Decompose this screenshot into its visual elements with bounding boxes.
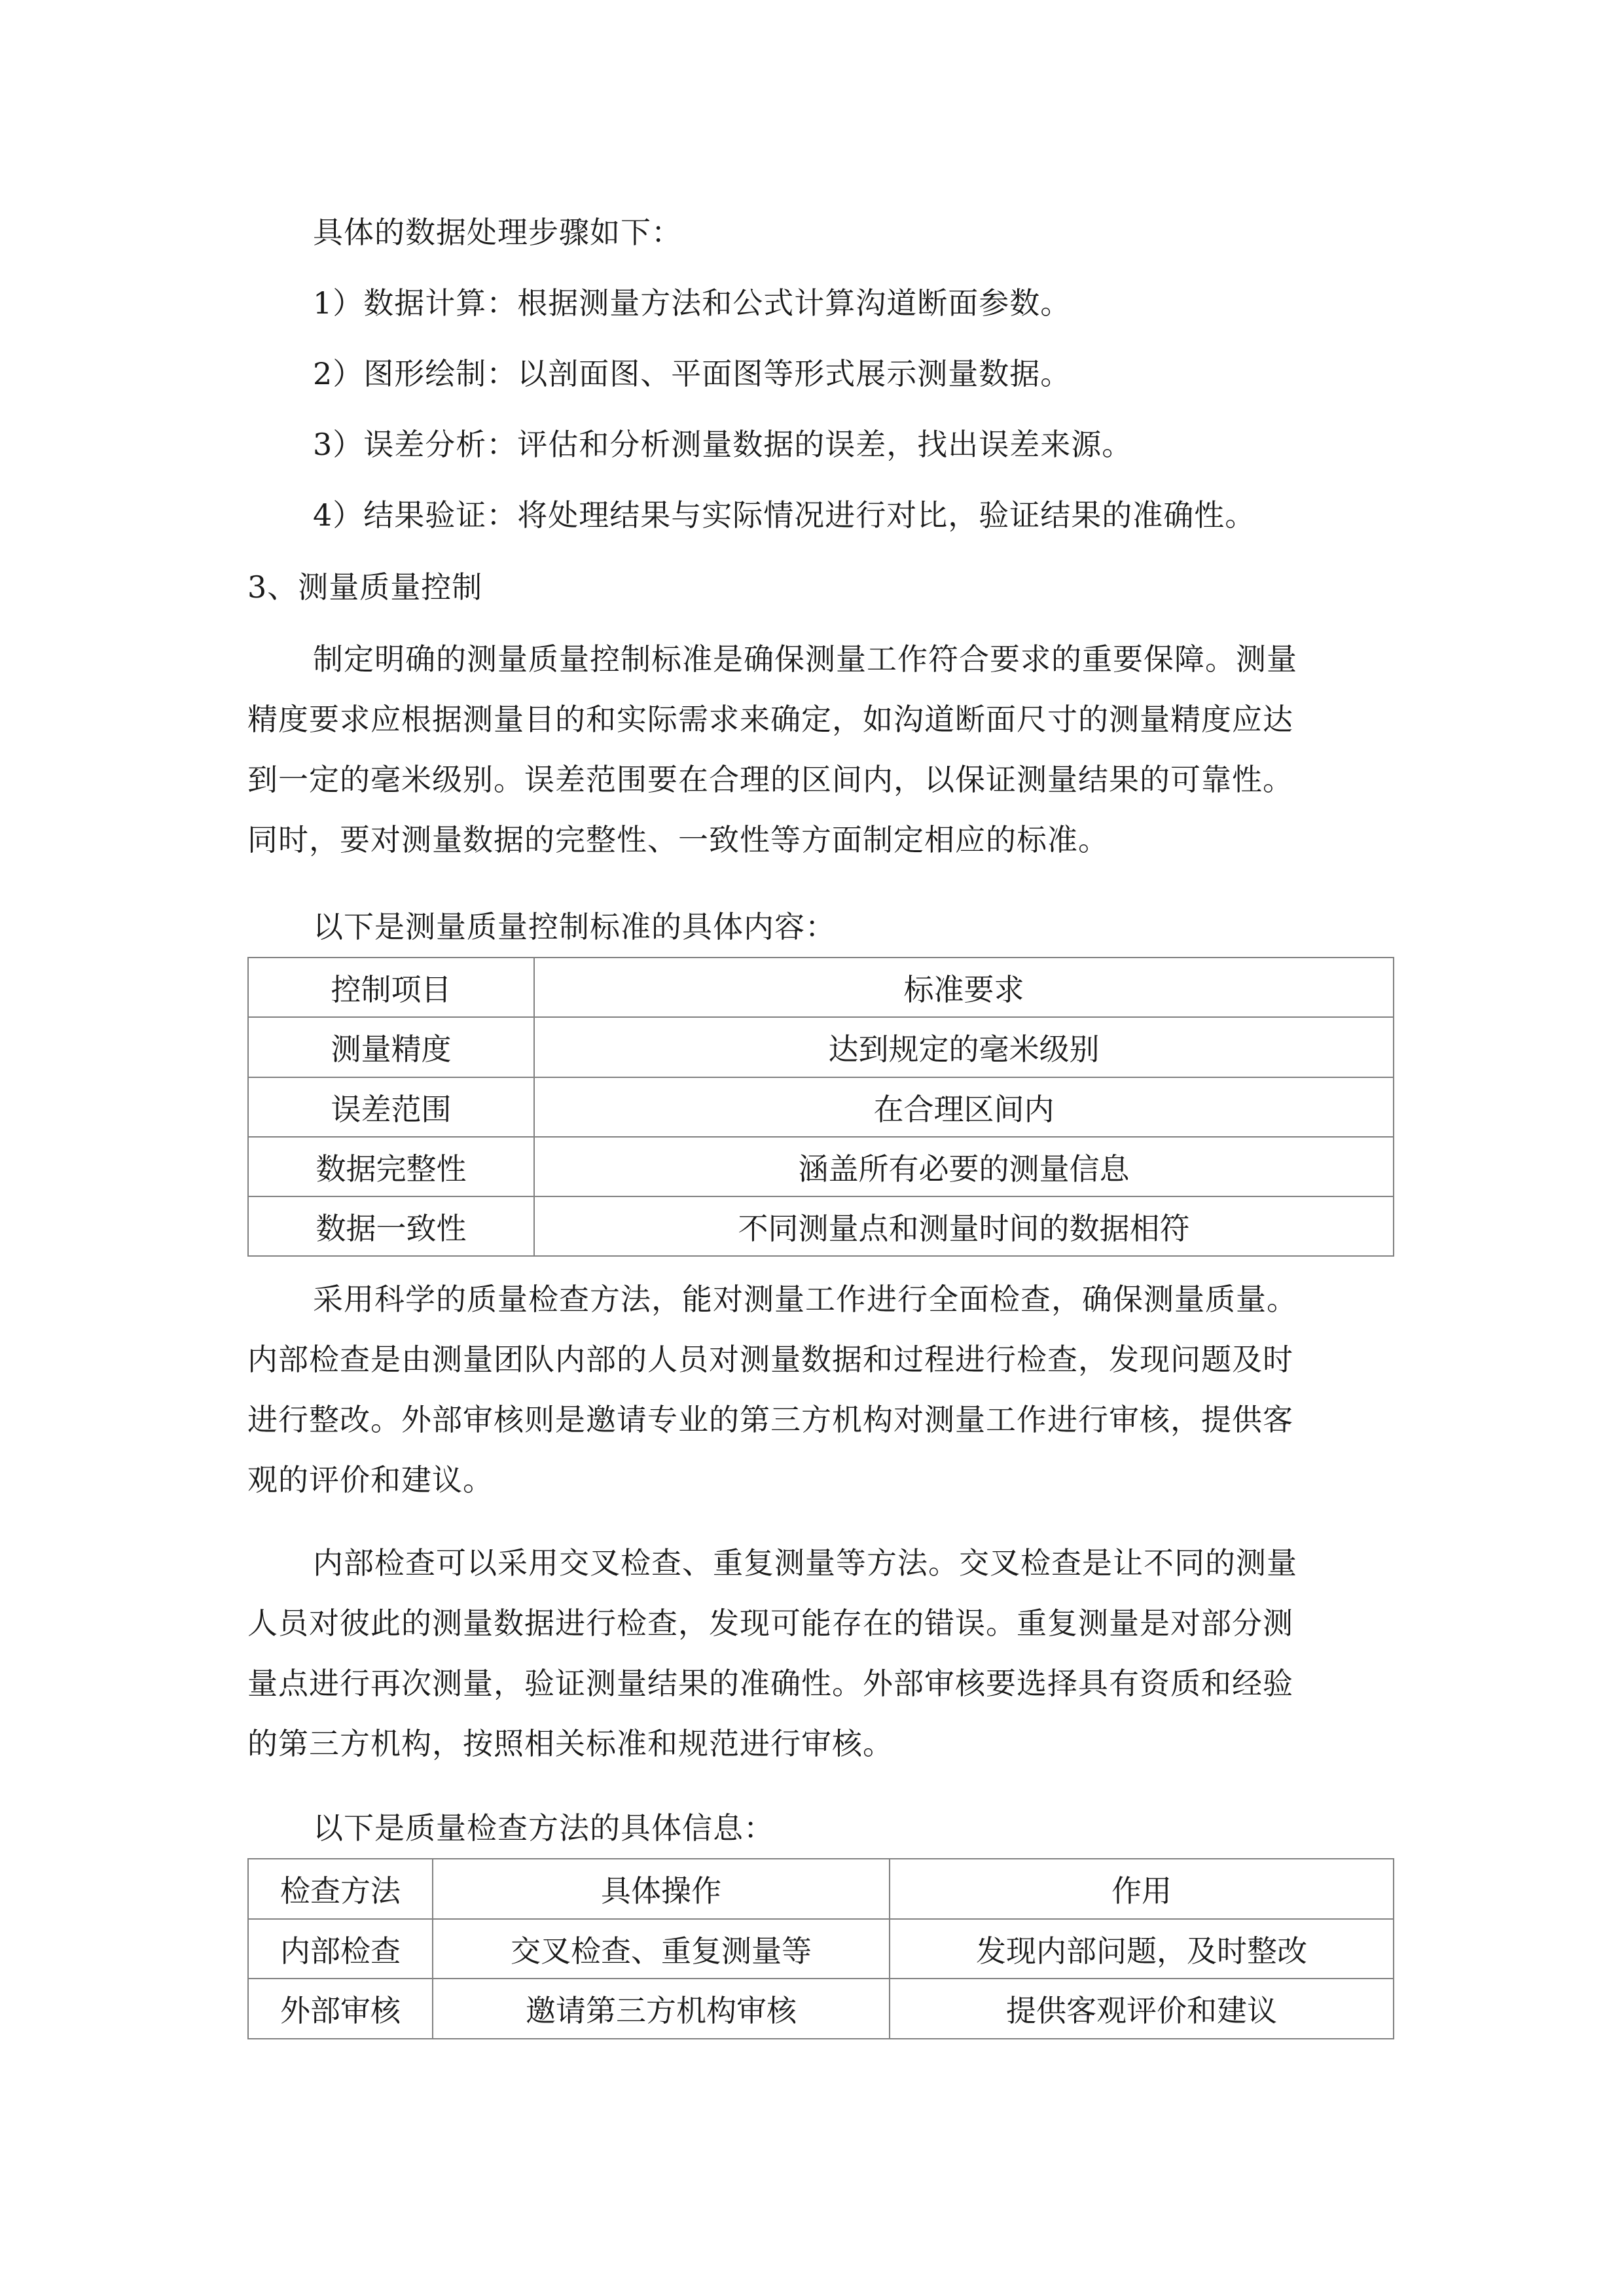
table-cell: 测量精度 xyxy=(248,1017,534,1077)
table-cell: 达到规定的毫米级别 xyxy=(534,1017,1394,1077)
paragraph-line: 制定明确的测量质量控制标准是确保测量工作符合要求的重要保障。测量 xyxy=(313,641,1297,677)
paragraph-intro: 具体的数据处理步骤如下： xyxy=(313,215,682,250)
table-cell: 外部审核 xyxy=(248,1979,433,2039)
step-4: 4）结果验证：将处理结果与实际情况进行对比，验证结果的准确性。 xyxy=(313,497,1256,533)
paragraph-line: 观的评价和建议。 xyxy=(247,1462,494,1498)
paragraph-line: 内部检查可以采用交叉检查、重复测量等方法。交叉检查是让不同的测量 xyxy=(313,1545,1297,1581)
table-cell: 数据一致性 xyxy=(248,1196,534,1256)
table-cell: 提供客观评价和建议 xyxy=(890,1979,1394,2039)
table2-caption: 以下是质量检查方法的具体信息： xyxy=(313,1810,774,1846)
paragraph-line: 的第三方机构，按照相关标准和规范进行审核。 xyxy=(247,1726,893,1761)
paragraph-line: 同时，要对测量数据的完整性、一致性等方面制定相应的标准。 xyxy=(247,822,1109,857)
table-row xyxy=(248,1137,1394,1196)
paragraph-line: 进行整改。外部审核则是邀请专业的第三方机构对测量工作进行审核，提供客 xyxy=(247,1402,1293,1437)
section-heading: 3、测量质量控制 xyxy=(247,569,483,605)
step-3: 3）误差分析：评估和分析测量数据的误差，找出误差来源。 xyxy=(313,427,1133,462)
table-row xyxy=(248,1196,1394,1256)
table-row xyxy=(248,1077,1394,1137)
table-header-row xyxy=(248,1859,1394,1919)
table-cell: 涵盖所有必要的测量信息 xyxy=(534,1137,1394,1196)
table-cell: 数据完整性 xyxy=(248,1137,534,1196)
table-row xyxy=(248,1017,1394,1077)
paragraph-line: 精度要求应根据测量目的和实际需求来确定，如沟道断面尺寸的测量精度应达 xyxy=(247,702,1293,737)
paragraph-line: 内部检查是由测量团队内部的人员对测量数据和过程进行检查，发现问题及时 xyxy=(247,1342,1293,1377)
paragraph-line: 人员对彼此的测量数据进行检查，发现可能存在的错误。重复测量是对部分测 xyxy=(247,1605,1293,1641)
quality-standards-table xyxy=(247,957,1394,1257)
table-cell: 误差范围 xyxy=(248,1077,534,1137)
table-header-cell: 检查方法 xyxy=(248,1859,433,1919)
table-cell: 交叉检查、重复测量等 xyxy=(433,1919,890,1979)
table-row xyxy=(248,1979,1394,2039)
table-cell: 内部检查 xyxy=(248,1919,433,1979)
table-header-cell: 作用 xyxy=(890,1859,1394,1919)
table-cell: 发现内部问题，及时整改 xyxy=(890,1919,1394,1979)
table-header-cell: 标准要求 xyxy=(534,958,1394,1017)
table-cell: 在合理区间内 xyxy=(534,1077,1394,1137)
paragraph-line: 到一定的毫米级别。误差范围要在合理的区间内，以保证测量结果的可靠性。 xyxy=(247,762,1293,797)
step-2: 2）图形绘制：以剖面图、平面图等形式展示测量数据。 xyxy=(313,356,1072,391)
paragraph-line: 采用科学的质量检查方法，能对测量工作进行全面检查，确保测量质量。 xyxy=(313,1282,1297,1317)
paragraph-line: 量点进行再次测量，验证测量结果的准确性。外部审核要选择具有资质和经验 xyxy=(247,1666,1293,1701)
table-row xyxy=(248,1919,1394,1979)
table-header-cell: 控制项目 xyxy=(248,958,534,1017)
inspection-methods-table xyxy=(247,1858,1394,2039)
table-cell: 邀请第三方机构审核 xyxy=(433,1979,890,2039)
table-cell: 不同测量点和测量时间的数据相符 xyxy=(534,1196,1394,1256)
table-header-row xyxy=(248,958,1394,1017)
table1-caption: 以下是测量质量控制标准的具体内容： xyxy=(313,909,836,944)
table-header-cell: 具体操作 xyxy=(433,1859,890,1919)
step-1: 1）数据计算：根据测量方法和公式计算沟道断面参数。 xyxy=(313,285,1072,321)
